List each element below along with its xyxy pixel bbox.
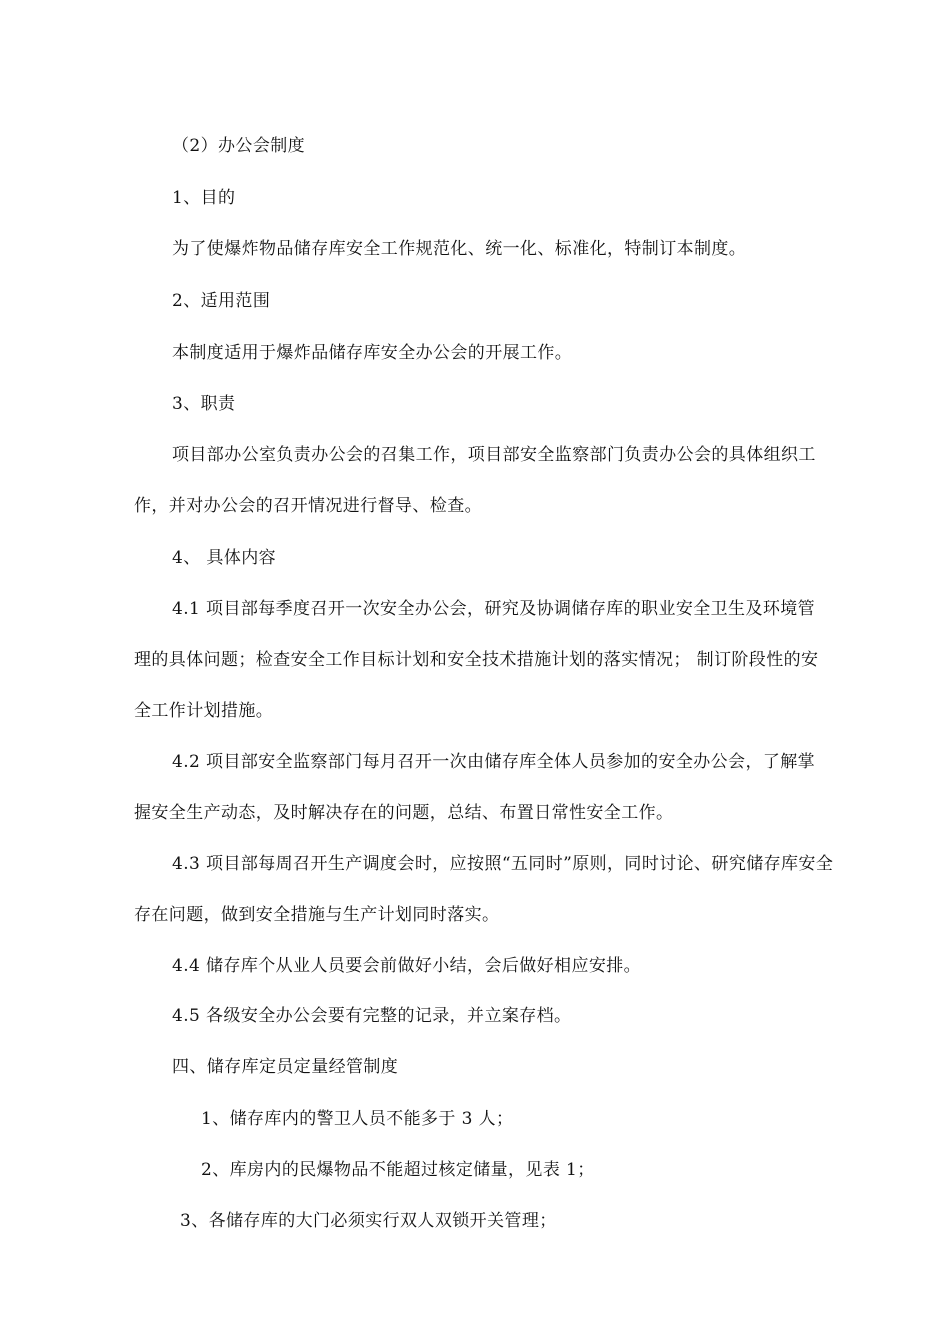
section-4-heading: 四、储存库定员定量经管制度 [172,1057,399,1077]
scope-text: 本制度适用于爆炸品储存库安全办公会的开展工作。 [172,343,573,363]
item-4-3-line-1: 4.3 项目部每周召开生产调度会时，应按照“五同时”原则，同时讨论、研究储存库安全 [172,854,834,874]
item-4-4: 4.4 储存库个从业人员要会前做好小结，会后做好相应安排。 [172,956,642,976]
duty-text-line-2: 作，并对办公会的召开情况进行督导、检查。 [134,496,482,516]
item-4-2-line-1: 4.2 项目部安全监察部门每月召开一次由储存库全体人员参加的安全办公会，了解掌 [172,752,816,772]
duty-text-line-1: 项目部办公室负责办公会的召集工作，项目部安全监察部门负责办公会的具体组织工 [172,445,816,465]
rule-2: 2、库房内的民爆物品不能超过核定储量，见表 1； [201,1160,595,1180]
item-4-1-line-3: 全工作计划措施。 [134,701,274,721]
content-heading: 4、 具体内容 [172,548,277,568]
item-4-1-line-1: 4.1 项目部每季度召开一次安全办公会，研究及协调储存库的职业安全卫生及环境管 [172,599,816,619]
item-4-2-line-2: 握安全生产动态，及时解决存在的问题，总结、布置日常性安全工作。 [134,803,674,823]
item-4-3-line-2: 存在问题，做到安全措施与生产计划同时落实。 [134,905,500,925]
section-2-heading: （2）办公会制度 [172,136,306,156]
item-4-1-line-2: 理的具体问题；检查安全工作目标计划和安全技术措施计划的落实情况； 制订阶段性的安 [134,650,819,670]
purpose-text: 为了使爆炸物品储存库安全工作规范化、统一化、标准化，特制订本制度。 [172,239,747,259]
scope-heading: 2、适用范围 [172,291,271,311]
rule-3: 3、各储存库的大门必须实行双人双锁开关管理； [180,1211,557,1231]
item-4-5: 4.5 各级安全办公会要有完整的记录，并立案存档。 [172,1006,572,1026]
purpose-heading: 1、目的 [172,188,236,208]
duty-heading: 3、职责 [172,394,236,414]
rule-1: 1、储存库内的警卫人员不能多于 3 人； [201,1109,514,1129]
